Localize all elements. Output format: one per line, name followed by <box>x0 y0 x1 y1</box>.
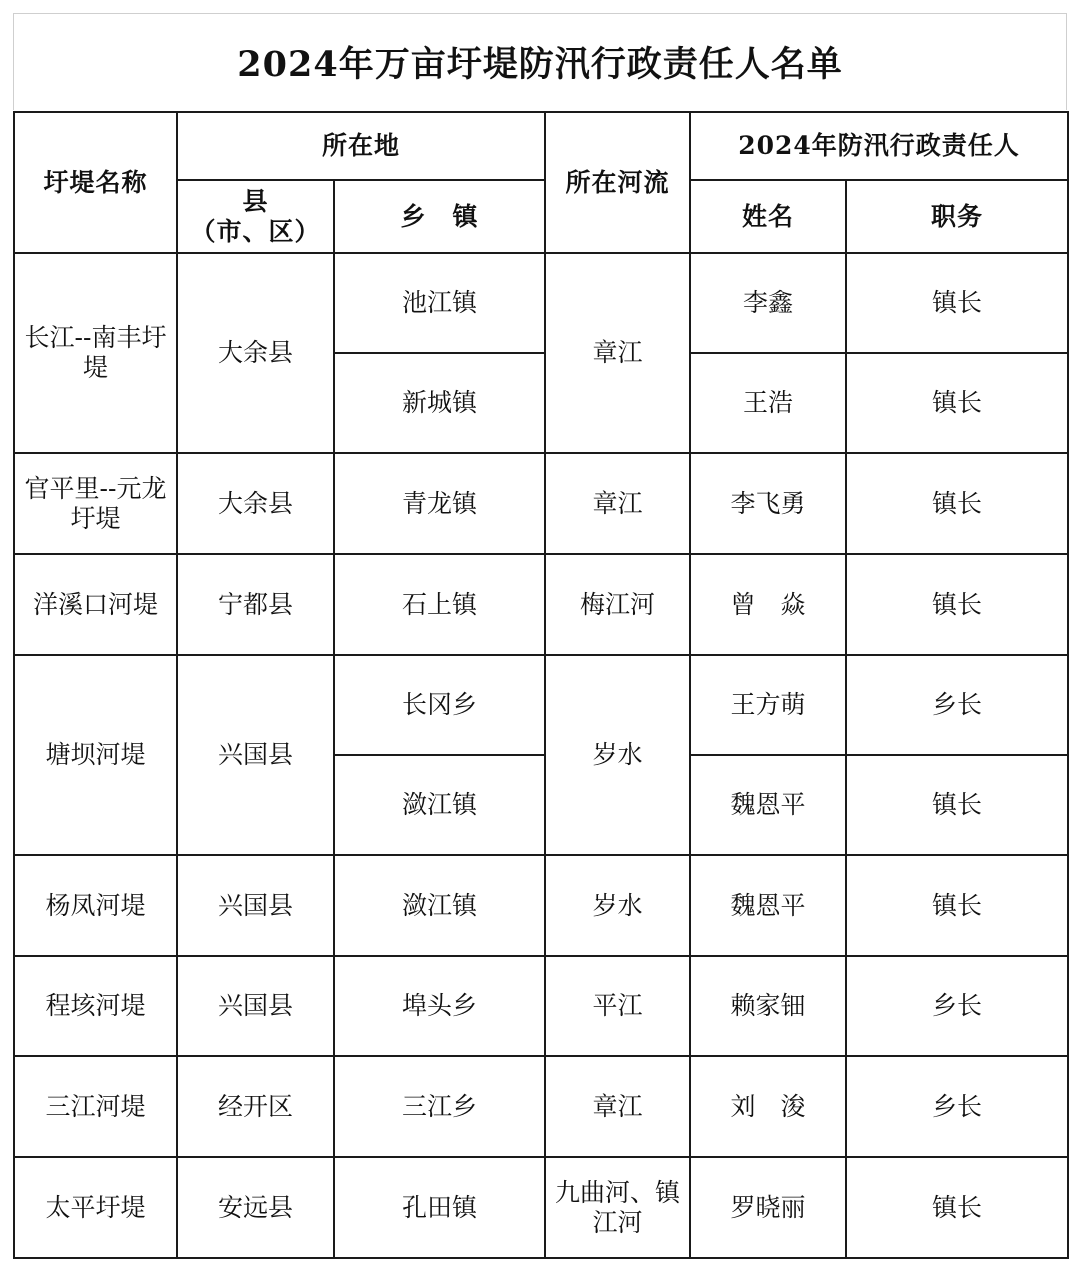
header-row-1 <box>14 112 1068 180</box>
cell-river: 章江 <box>545 1056 690 1157</box>
cell-position: 镇长 <box>846 353 1068 453</box>
cell-name: 赖家钿 <box>690 956 846 1056</box>
cell-county: 兴国县 <box>177 956 334 1056</box>
cell-county: 大余县 <box>177 253 334 453</box>
cell-name: 刘 浚 <box>690 1056 846 1157</box>
cell-levee: 官平里--元龙圩堤 <box>14 453 177 554</box>
cell-county: 兴国县 <box>177 855 334 956</box>
cell-county: 大余县 <box>177 453 334 554</box>
table-row <box>14 554 1068 655</box>
cell-river: 岁水 <box>545 855 690 956</box>
header-town: 乡 镇 <box>334 180 545 253</box>
cell-name: 魏恩平 <box>690 755 846 855</box>
cell-levee: 长江--南丰圩堤 <box>14 253 177 453</box>
header-county <box>177 180 334 253</box>
cell-levee: 洋溪口河堤 <box>14 554 177 655</box>
cell-name: 罗晓丽 <box>690 1157 846 1258</box>
cell-river: 九曲河、镇江河 <box>545 1157 690 1258</box>
cell-name: 王方萌 <box>690 655 846 755</box>
cell-town: 三江乡 <box>334 1056 545 1157</box>
table-row <box>14 453 1068 554</box>
cell-town: 池江镇 <box>334 253 545 353</box>
cell-position: 镇长 <box>846 453 1068 554</box>
cell-levee: 程垓河堤 <box>14 956 177 1056</box>
table-row <box>14 1056 1068 1157</box>
levee-responsibility-table <box>13 111 1069 1259</box>
cell-position: 乡长 <box>846 1056 1068 1157</box>
cell-town: 埠头乡 <box>334 956 545 1056</box>
table-row <box>14 253 1068 353</box>
cell-river: 章江 <box>545 253 690 453</box>
cell-river: 岁水 <box>545 655 690 855</box>
table-row <box>14 855 1068 956</box>
cell-town: 青龙镇 <box>334 453 545 554</box>
cell-town: 石上镇 <box>334 554 545 655</box>
cell-position: 镇长 <box>846 1157 1068 1258</box>
cell-levee: 太平圩堤 <box>14 1157 177 1258</box>
cell-river: 平江 <box>545 956 690 1056</box>
header-name: 姓名 <box>690 180 846 253</box>
header-river: 所在河流 <box>545 112 690 253</box>
cell-name: 李鑫 <box>690 253 846 353</box>
header-location: 所在地 <box>177 112 545 180</box>
cell-position: 镇长 <box>846 554 1068 655</box>
header-levee-name: 圩堤名称 <box>14 112 177 253</box>
cell-position: 镇长 <box>846 253 1068 353</box>
header-position: 职务 <box>846 180 1068 253</box>
cell-position: 乡长 <box>846 655 1068 755</box>
header-county-line1: 县 <box>242 186 269 216</box>
cell-county: 经开区 <box>177 1056 334 1157</box>
cell-river: 梅江河 <box>545 554 690 655</box>
table-row <box>14 1157 1068 1258</box>
cell-position: 镇长 <box>846 855 1068 956</box>
cell-name: 王浩 <box>690 353 846 453</box>
page-title: 2024年万亩圩堤防汛行政责任人名单 <box>237 44 843 85</box>
cell-levee: 杨凤河堤 <box>14 855 177 956</box>
cell-town: 孔田镇 <box>334 1157 545 1258</box>
cell-county: 兴国县 <box>177 655 334 855</box>
table-row <box>14 956 1068 1056</box>
title-box <box>13 13 1067 110</box>
table-row <box>14 655 1068 755</box>
cell-county: 安远县 <box>177 1157 334 1258</box>
header-county-line2: （市、区） <box>190 216 321 246</box>
cell-levee: 塘坝河堤 <box>14 655 177 855</box>
cell-town: 潋江镇 <box>334 755 545 855</box>
header-responsible: 2024年防汛行政责任人 <box>690 112 1068 180</box>
cell-town: 潋江镇 <box>334 855 545 956</box>
cell-river: 章江 <box>545 453 690 554</box>
cell-position: 乡长 <box>846 956 1068 1056</box>
cell-name: 曾 焱 <box>690 554 846 655</box>
cell-name: 魏恩平 <box>690 855 846 956</box>
cell-position: 镇长 <box>846 755 1068 855</box>
cell-name: 李飞勇 <box>690 453 846 554</box>
cell-county: 宁都县 <box>177 554 334 655</box>
cell-levee: 三江河堤 <box>14 1056 177 1157</box>
cell-town: 新城镇 <box>334 353 545 453</box>
cell-town: 长冈乡 <box>334 655 545 755</box>
